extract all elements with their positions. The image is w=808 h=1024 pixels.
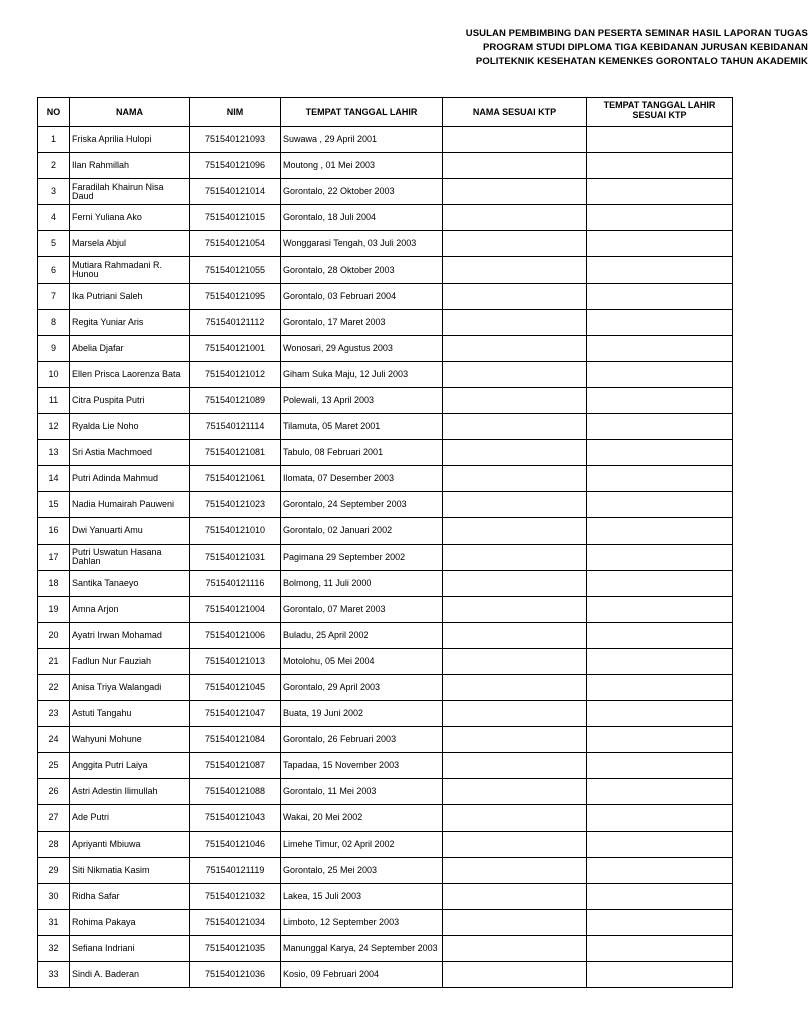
row-birth-place-date: Pagimana 29 September 2002 xyxy=(281,544,443,570)
row-nim: 751540121023 xyxy=(190,492,281,518)
table-row xyxy=(38,622,733,648)
row-name-per-ktp xyxy=(443,309,587,335)
row-birth-place-date-per-ktp xyxy=(587,335,733,361)
row-number: 3 xyxy=(38,179,70,205)
row-name: Mutiara Rahmadani R. Hunou xyxy=(70,257,190,283)
row-nim: 751540121119 xyxy=(190,857,281,883)
row-number: 5 xyxy=(38,231,70,257)
row-nim: 751540121114 xyxy=(190,414,281,440)
row-number: 9 xyxy=(38,335,70,361)
row-birth-place-date: Gorontalo, 22 Oktober 2003 xyxy=(281,179,443,205)
row-name-per-ktp xyxy=(443,335,587,361)
row-birth-place-date: Buata, 19 Juni 2002 xyxy=(281,701,443,727)
row-birth-place-date: Gorontalo, 07 Maret 2003 xyxy=(281,596,443,622)
table-row xyxy=(38,127,733,153)
row-name-per-ktp xyxy=(443,857,587,883)
row-nim: 751540121084 xyxy=(190,727,281,753)
table-row xyxy=(38,466,733,492)
row-number: 33 xyxy=(38,962,70,988)
row-birth-place-date: Tilamuta, 05 Maret 2001 xyxy=(281,414,443,440)
row-name-per-ktp xyxy=(443,674,587,700)
row-name-per-ktp xyxy=(443,387,587,413)
row-name: Santika Tanaeyo xyxy=(70,570,190,596)
row-nim: 751540121010 xyxy=(190,518,281,544)
document-header xyxy=(300,27,808,69)
row-name: Marsela Abjul xyxy=(70,231,190,257)
row-birth-place-date-per-ktp xyxy=(587,205,733,231)
row-name-per-ktp xyxy=(443,701,587,727)
row-name: Sefiana Indriani xyxy=(70,935,190,961)
row-name-per-ktp xyxy=(443,727,587,753)
row-nim: 751540121061 xyxy=(190,466,281,492)
row-number: 28 xyxy=(38,831,70,857)
row-number: 21 xyxy=(38,648,70,674)
table-row xyxy=(38,883,733,909)
header-title-line-3: POLITEKNIK KESEHATAN KEMENKES GORONTALO TAHUN AKADEMIK xyxy=(475,56,808,67)
table-row xyxy=(38,309,733,335)
row-birth-place-date-per-ktp xyxy=(587,962,733,988)
table-header-row xyxy=(38,98,733,127)
row-nim: 751540121055 xyxy=(190,257,281,283)
row-name-per-ktp xyxy=(443,283,587,309)
row-birth-place-date-per-ktp xyxy=(587,153,733,179)
row-name: Astri Adestin Ilimullah xyxy=(70,779,190,805)
row-number: 29 xyxy=(38,857,70,883)
row-name-per-ktp xyxy=(443,414,587,440)
row-name: Nadia Humairah Pauweni xyxy=(70,492,190,518)
row-nim: 751540121013 xyxy=(190,648,281,674)
row-birth-place-date: Manunggal Karya, 24 September 2003 xyxy=(281,935,443,961)
row-birth-place-date: Bolmong, 11 Juli 2000 xyxy=(281,570,443,596)
row-name-per-ktp xyxy=(443,440,587,466)
row-name-per-ktp xyxy=(443,231,587,257)
row-name-per-ktp xyxy=(443,205,587,231)
table-row xyxy=(38,753,733,779)
row-name: Sindi A. Baderan xyxy=(70,962,190,988)
row-name: Ellen Prisca Laorenza Bata xyxy=(70,361,190,387)
row-birth-place-date: Ilomata, 07 Desember 2003 xyxy=(281,466,443,492)
row-birth-place-date-per-ktp xyxy=(587,466,733,492)
row-birth-place-date-per-ktp xyxy=(587,831,733,857)
row-nim: 751540121032 xyxy=(190,883,281,909)
row-nim: 751540121087 xyxy=(190,753,281,779)
row-number: 4 xyxy=(38,205,70,231)
row-birth-place-date-per-ktp xyxy=(587,883,733,909)
row-name: Fadlun Nur Fauziah xyxy=(70,648,190,674)
row-name: Sri Astia Machmoed xyxy=(70,440,190,466)
table-row xyxy=(38,805,733,831)
row-name: Faradilah Khairun Nisa Daud xyxy=(70,179,190,205)
row-name-per-ktp xyxy=(443,935,587,961)
row-birth-place-date: Motolohu, 05 Mei 2004 xyxy=(281,648,443,674)
header-title-line-1: USULAN PEMBIMBING DAN PESERTA SEMINAR HASIL LAPORAN TUGAS xyxy=(465,28,808,39)
row-birth-place-date: Giham Suka Maju, 12 Juli 2003 xyxy=(281,361,443,387)
row-number: 30 xyxy=(38,883,70,909)
row-birth-place-date-per-ktp xyxy=(587,935,733,961)
row-nim: 751540121096 xyxy=(190,153,281,179)
row-nim: 751540121012 xyxy=(190,361,281,387)
row-birth-place-date-per-ktp xyxy=(587,492,733,518)
row-number: 22 xyxy=(38,674,70,700)
row-birth-place-date-per-ktp xyxy=(587,857,733,883)
row-nim: 751540121001 xyxy=(190,335,281,361)
column-header-tempat-tanggal-lahir: TEMPAT TANGGAL LAHIR xyxy=(281,98,443,127)
student-table xyxy=(37,97,733,988)
row-name-per-ktp xyxy=(443,805,587,831)
row-birth-place-date: Moutong , 01 Mei 2003 xyxy=(281,153,443,179)
row-birth-place-date: Gorontalo, 11 Mei 2003 xyxy=(281,779,443,805)
column-header-no: NO xyxy=(38,98,70,127)
row-birth-place-date: Tapadaa, 15 November 2003 xyxy=(281,753,443,779)
table-row xyxy=(38,701,733,727)
row-birth-place-date: Lakea, 15 Juli 2003 xyxy=(281,883,443,909)
row-birth-place-date: Buladu, 25 April 2002 xyxy=(281,622,443,648)
table-row xyxy=(38,231,733,257)
row-birth-place-date: Gorontalo, 02 Januari 2002 xyxy=(281,518,443,544)
table-row xyxy=(38,335,733,361)
row-number: 17 xyxy=(38,544,70,570)
row-birth-place-date: Wonggarasi Tengah, 03 Juli 2003 xyxy=(281,231,443,257)
row-number: 1 xyxy=(38,127,70,153)
row-name: Citra Puspita Putri xyxy=(70,387,190,413)
table-row xyxy=(38,492,733,518)
row-nim: 751540121116 xyxy=(190,570,281,596)
table-row xyxy=(38,414,733,440)
row-nim: 751540121036 xyxy=(190,962,281,988)
table-row xyxy=(38,518,733,544)
row-nim: 751540121014 xyxy=(190,179,281,205)
column-header-nim: NIM xyxy=(190,98,281,127)
row-nim: 751540121006 xyxy=(190,622,281,648)
row-nim: 751540121004 xyxy=(190,596,281,622)
row-birth-place-date-per-ktp xyxy=(587,674,733,700)
row-nim: 751540121015 xyxy=(190,205,281,231)
row-birth-place-date-per-ktp xyxy=(587,648,733,674)
row-name: Abelia Djafar xyxy=(70,335,190,361)
row-name-per-ktp xyxy=(443,883,587,909)
row-name: Ridha Safar xyxy=(70,883,190,909)
column-header-nama: NAMA xyxy=(70,98,190,127)
row-birth-place-date-per-ktp xyxy=(587,257,733,283)
table-row xyxy=(38,596,733,622)
row-name-per-ktp xyxy=(443,570,587,596)
row-name-per-ktp xyxy=(443,962,587,988)
table-row xyxy=(38,361,733,387)
table-row xyxy=(38,727,733,753)
row-birth-place-date: Kosio, 09 Februari 2004 xyxy=(281,962,443,988)
row-name-per-ktp xyxy=(443,753,587,779)
row-birth-place-date-per-ktp xyxy=(587,283,733,309)
row-nim: 751540121046 xyxy=(190,831,281,857)
row-birth-place-date: Gorontalo, 17 Maret 2003 xyxy=(281,309,443,335)
table-row xyxy=(38,831,733,857)
table-row xyxy=(38,283,733,309)
row-name-per-ktp xyxy=(443,153,587,179)
row-birth-place-date-per-ktp xyxy=(587,309,733,335)
table-row xyxy=(38,962,733,988)
row-birth-place-date: Suwawa , 29 April 2001 xyxy=(281,127,443,153)
row-number: 31 xyxy=(38,909,70,935)
row-name-per-ktp xyxy=(443,257,587,283)
row-birth-place-date-per-ktp xyxy=(587,805,733,831)
row-nim: 751540121095 xyxy=(190,283,281,309)
row-number: 6 xyxy=(38,257,70,283)
row-birth-place-date: Limehe Timur, 02 April 2002 xyxy=(281,831,443,857)
row-name: Amna Arjon xyxy=(70,596,190,622)
row-name-per-ktp xyxy=(443,179,587,205)
row-name: Dwi Yanuarti Amu xyxy=(70,518,190,544)
row-birth-place-date-per-ktp xyxy=(587,414,733,440)
row-name: Wahyuni Mohune xyxy=(70,727,190,753)
table-row xyxy=(38,440,733,466)
row-name: Anggita Putri Laiya xyxy=(70,753,190,779)
row-name: Ayatri Irwan Mohamad xyxy=(70,622,190,648)
row-birth-place-date: Tabulo, 08 Februari 2001 xyxy=(281,440,443,466)
row-number: 14 xyxy=(38,466,70,492)
table-row xyxy=(38,779,733,805)
row-birth-place-date-per-ktp xyxy=(587,440,733,466)
column-header-ttl-sesuai-ktp: TEMPAT TANGGAL LAHIR SESUAI KTP xyxy=(587,98,733,127)
row-name-per-ktp xyxy=(443,779,587,805)
row-birth-place-date-per-ktp xyxy=(587,596,733,622)
row-birth-place-date-per-ktp xyxy=(587,570,733,596)
row-nim: 751540121045 xyxy=(190,674,281,700)
row-name-per-ktp xyxy=(443,518,587,544)
row-name-per-ktp xyxy=(443,127,587,153)
row-number: 23 xyxy=(38,701,70,727)
row-name: Ika Putriani Saleh xyxy=(70,283,190,309)
table-row xyxy=(38,857,733,883)
row-birth-place-date-per-ktp xyxy=(587,387,733,413)
row-nim: 751540121034 xyxy=(190,909,281,935)
row-birth-place-date-per-ktp xyxy=(587,544,733,570)
row-birth-place-date-per-ktp xyxy=(587,753,733,779)
row-birth-place-date-per-ktp xyxy=(587,361,733,387)
row-number: 10 xyxy=(38,361,70,387)
row-nim: 751540121035 xyxy=(190,935,281,961)
row-nim: 751540121089 xyxy=(190,387,281,413)
row-name-per-ktp xyxy=(443,361,587,387)
row-name: Siti Nikmatia Kasim xyxy=(70,857,190,883)
row-name: Astuti Tangahu xyxy=(70,701,190,727)
row-number: 27 xyxy=(38,805,70,831)
row-number: 20 xyxy=(38,622,70,648)
table-row xyxy=(38,205,733,231)
table-row xyxy=(38,179,733,205)
table-row xyxy=(38,153,733,179)
column-header-nama-sesuai-ktp: NAMA SESUAI KTP xyxy=(443,98,587,127)
row-name: Ilan Rahmillah xyxy=(70,153,190,179)
table-row xyxy=(38,257,733,283)
row-name-per-ktp xyxy=(443,466,587,492)
row-number: 32 xyxy=(38,935,70,961)
row-birth-place-date: Gorontalo, 03 Februari 2004 xyxy=(281,283,443,309)
row-nim: 751540121047 xyxy=(190,701,281,727)
row-name: Rohima Pakaya xyxy=(70,909,190,935)
row-nim: 751540121043 xyxy=(190,805,281,831)
row-name: Friska Aprilia Hulopi xyxy=(70,127,190,153)
row-number: 2 xyxy=(38,153,70,179)
row-name: Apriyanti Mbiuwa xyxy=(70,831,190,857)
row-name-per-ktp xyxy=(443,596,587,622)
row-nim: 751540121093 xyxy=(190,127,281,153)
row-birth-place-date: Gorontalo, 26 Februari 2003 xyxy=(281,727,443,753)
row-nim: 751540121054 xyxy=(190,231,281,257)
row-birth-place-date: Gorontalo, 18 Juli 2004 xyxy=(281,205,443,231)
row-birth-place-date-per-ktp xyxy=(587,518,733,544)
row-number: 11 xyxy=(38,387,70,413)
table-row xyxy=(38,387,733,413)
row-birth-place-date: Gorontalo, 25 Mei 2003 xyxy=(281,857,443,883)
row-birth-place-date: Gorontalo, 24 September 2003 xyxy=(281,492,443,518)
row-birth-place-date: Wakai, 20 Mei 2002 xyxy=(281,805,443,831)
row-birth-place-date: Gorontalo, 29 April 2003 xyxy=(281,674,443,700)
row-name-per-ktp xyxy=(443,492,587,518)
row-name: Ade Putri xyxy=(70,805,190,831)
row-number: 24 xyxy=(38,727,70,753)
row-name-per-ktp xyxy=(443,909,587,935)
row-number: 19 xyxy=(38,596,70,622)
row-birth-place-date-per-ktp xyxy=(587,179,733,205)
row-name: Putri Adinda Mahmud xyxy=(70,466,190,492)
header-title-line-2: PROGRAM STUDI DIPLOMA TIGA KEBIDANAN JURUSAN KEBIDANAN xyxy=(482,42,808,53)
row-number: 13 xyxy=(38,440,70,466)
row-birth-place-date: Wonosari, 29 Agustus 2003 xyxy=(281,335,443,361)
row-birth-place-date-per-ktp xyxy=(587,909,733,935)
table-row xyxy=(38,674,733,700)
row-name-per-ktp xyxy=(443,831,587,857)
table-row xyxy=(38,909,733,935)
row-number: 7 xyxy=(38,283,70,309)
row-name: Ryalda Lie Noho xyxy=(70,414,190,440)
row-birth-place-date-per-ktp xyxy=(587,727,733,753)
table-row xyxy=(38,544,733,570)
row-name-per-ktp xyxy=(443,544,587,570)
row-name: Ferni Yuliana Ako xyxy=(70,205,190,231)
table-row xyxy=(38,935,733,961)
row-name: Regita Yuniar Aris xyxy=(70,309,190,335)
table-row xyxy=(38,570,733,596)
row-birth-place-date-per-ktp xyxy=(587,779,733,805)
row-number: 26 xyxy=(38,779,70,805)
row-nim: 751540121112 xyxy=(190,309,281,335)
row-birth-place-date: Gorontalo, 28 Oktober 2003 xyxy=(281,257,443,283)
row-number: 15 xyxy=(38,492,70,518)
row-name: Anisa Triya Walangadi xyxy=(70,674,190,700)
table-body xyxy=(38,127,733,988)
row-name-per-ktp xyxy=(443,622,587,648)
row-name: Putri Uswatun Hasana Dahlan xyxy=(70,544,190,570)
row-nim: 751540121031 xyxy=(190,544,281,570)
row-birth-place-date: Polewali, 13 April 2003 xyxy=(281,387,443,413)
row-birth-place-date: Limboto, 12 September 2003 xyxy=(281,909,443,935)
row-number: 12 xyxy=(38,414,70,440)
row-birth-place-date-per-ktp xyxy=(587,127,733,153)
row-nim: 751540121081 xyxy=(190,440,281,466)
row-nim: 751540121088 xyxy=(190,779,281,805)
row-name-per-ktp xyxy=(443,648,587,674)
row-birth-place-date-per-ktp xyxy=(587,622,733,648)
row-number: 16 xyxy=(38,518,70,544)
table-row xyxy=(38,648,733,674)
row-birth-place-date-per-ktp xyxy=(587,701,733,727)
row-number: 25 xyxy=(38,753,70,779)
row-number: 18 xyxy=(38,570,70,596)
row-number: 8 xyxy=(38,309,70,335)
row-birth-place-date-per-ktp xyxy=(587,231,733,257)
